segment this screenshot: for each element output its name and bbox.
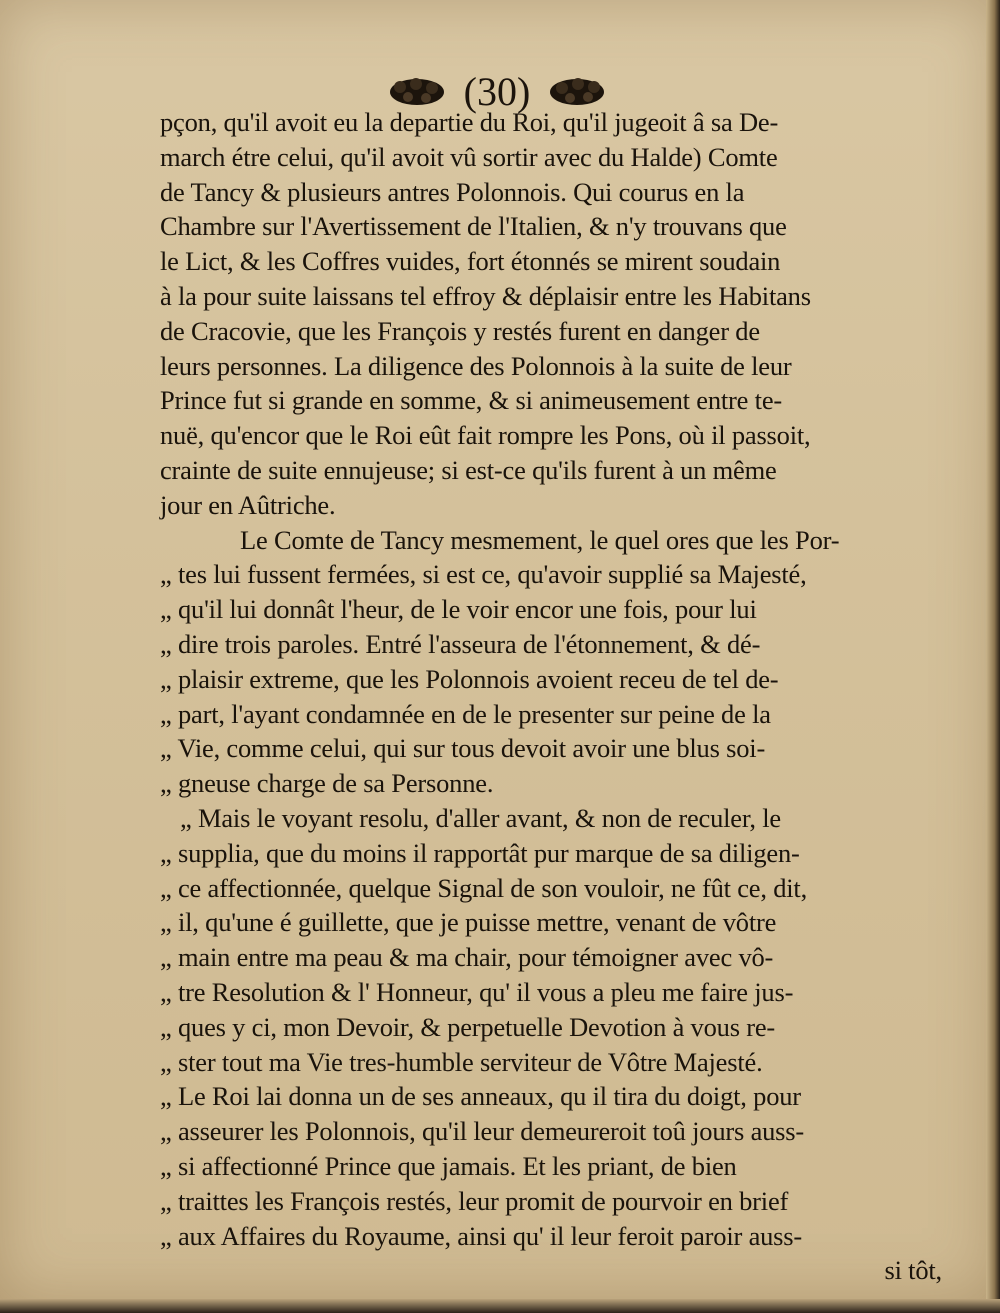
text-line: „ ce affectionnée, quelque Signal de son vouloir, ne fût ce, dit, <box>160 872 807 903</box>
text-line: de Cracovie, que les François y restés furent en danger de <box>160 315 760 346</box>
floral-ornament-icon <box>546 75 608 109</box>
text-line: „ gneuse charge de sa Personne. <box>160 768 494 799</box>
text-line: „ dire trois paroles. Entré l'asseura de l'étonnement, & dé- <box>160 628 761 659</box>
page-number: (30) <box>463 68 531 114</box>
text-line: „ si affectionné Prince que jamais. Et les priant, de bien <box>160 1150 737 1181</box>
text-line: nuë, qu'encor que le Roi eût fait rompre les Pons, où il passoit, <box>160 420 811 451</box>
text-line: pçon, qu'il avoit eu la departie du Roi, qu'il jugeoit â sa De- <box>160 107 779 137</box>
page-edge-shadow <box>0 1299 1000 1313</box>
text-line: crainte de suite ennujeuse; si est-ce qu'ils furent à un même <box>160 454 777 485</box>
text-line: „ tes lui fussent fermées, si est ce, qu'avoir supplié sa Majesté, <box>160 559 807 590</box>
body-text <box>160 105 950 1288</box>
text-line: „ qu'il lui donnât l'heur, de le voir encor une fois, pour lui <box>160 594 757 625</box>
text-line: „ Vie, comme celui, qui sur tous devoit avoir une blus soi- <box>160 733 766 764</box>
text-line: „ asseurer les Polonnois, qu'il leur demeureroit toû jours auss- <box>160 1116 805 1147</box>
text-line: „ Mais le voyant resolu, d'aller avant, & non de reculer, le <box>180 802 781 833</box>
text-line: leurs personnes. La diligence des Polonnois à la suite de leur <box>160 350 792 381</box>
text-line: „ aux Affaires du Royaume, ainsi qu' il leur feroit paroir auss- <box>160 1220 803 1251</box>
text-line: „ tre Resolution & l' Honneur, qu' il vous a pleu me faire jus- <box>160 976 794 1007</box>
text-line: „ traittes les François restés, leur promit de pourvoir en brief <box>160 1185 789 1216</box>
text-line: „ ques y ci, mon Devoir, & perpetuelle Devotion à vous re- <box>160 1011 776 1042</box>
text-line: à la pour suite laissans tel effroy & déplaisir entre les Habitans <box>160 280 811 311</box>
text-line: „ ster tout ma Vie tres-humble serviteur de Vôtre Majesté. <box>160 1046 763 1077</box>
floral-ornament-icon <box>386 75 448 109</box>
text-line: Le Comte de Tancy mesmement, le quel ores que les Por- <box>240 524 840 555</box>
text-line: jour en Aûtriche. <box>160 489 336 520</box>
text-line: le Lict, & les Coffres vuides, fort étonnés se mirent soudain <box>160 246 781 277</box>
text-line: „ Le Roi lai donna un de ses anneaux, qu il tira du doigt, pour <box>160 1081 801 1112</box>
catchword: si tôt, <box>884 1255 942 1286</box>
text-line: „ supplia, que du moins il rapportât pur marque de sa diligen- <box>160 837 800 868</box>
text-line: „ il, qu'une é guillette, que je puisse mettre, venant de vôtre <box>160 907 777 938</box>
text-line: Chambre sur l'Avertissement de l'Italien, & n'y trouvans que <box>160 211 787 242</box>
text-line: „ part, l'ayant condamnée en de le presenter sur peine de la <box>160 698 771 729</box>
text-line: march étre celui, qu'il avoit vû sortir avec du Halde) Comte <box>160 141 778 172</box>
text-line: Prince fut si grande en somme, & si animeusement entre te- <box>160 385 783 416</box>
page-edge-shadow <box>986 0 1000 1313</box>
text-line: „ main entre ma peau & ma chair, pour témoigner avec vô- <box>160 942 774 973</box>
text-line: de Tancy & plusieurs antres Polonnois. Qui courus en la <box>160 176 745 207</box>
text-line: „ plaisir extreme, que les Polonnois avoient receu de tel de- <box>160 663 779 694</box>
